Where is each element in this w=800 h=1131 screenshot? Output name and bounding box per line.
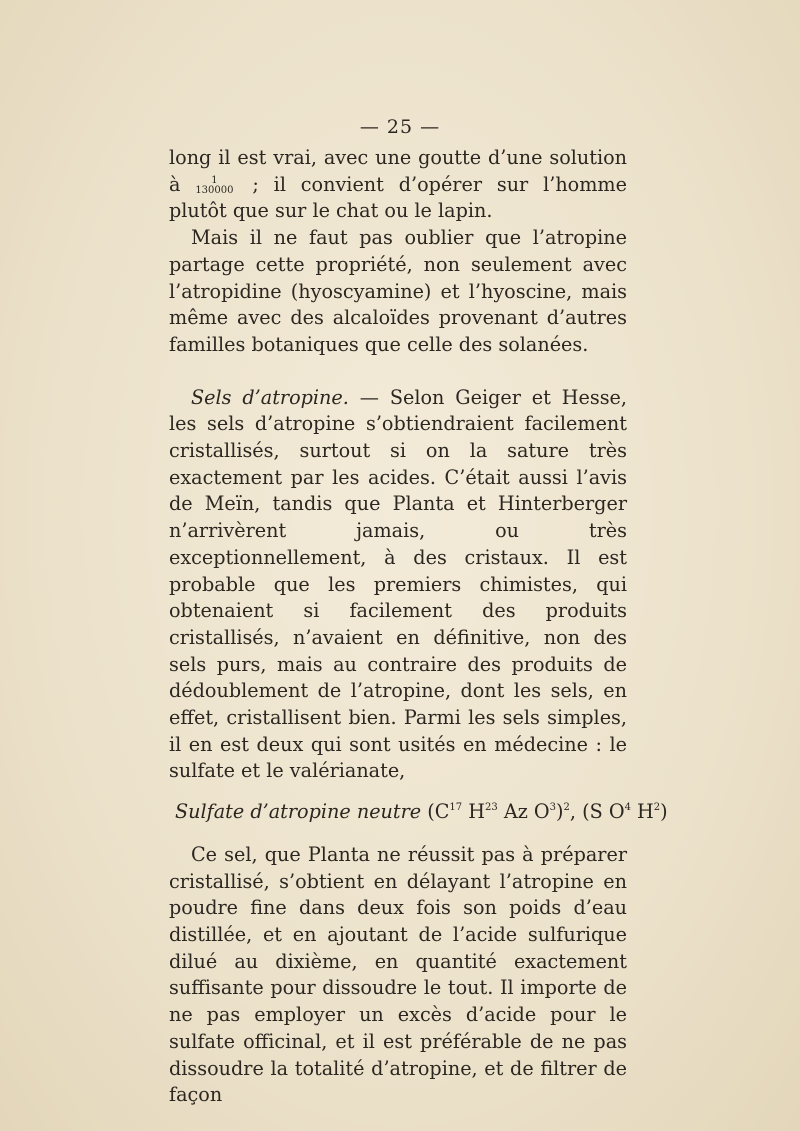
paragraph-line: long il est vrai, avec une goutte d’une solution à bbox=[169, 146, 627, 196]
section-heading: Sels d’atropine. bbox=[191, 385, 349, 409]
formula-sup: 23 bbox=[485, 802, 498, 814]
formula-part: Az O bbox=[497, 800, 550, 824]
fraction-denominator: 130000 bbox=[195, 184, 234, 196]
section-paragraph bbox=[169, 385, 627, 786]
formula-part: H bbox=[462, 800, 485, 824]
formula-sup: 17 bbox=[449, 802, 463, 814]
formula-heading bbox=[169, 799, 668, 826]
formula-part: ) bbox=[556, 800, 564, 824]
formula-part: H bbox=[630, 800, 654, 824]
page-number: — 25 — bbox=[359, 116, 441, 138]
fraction-numerator: 1 bbox=[211, 174, 218, 186]
fraction bbox=[195, 176, 233, 196]
paragraph: Ce sel, que Planta ne réussit pas à préparer cristallisé, s’obtient en délayant l’atropine en poudre fine dans deux fois son poids d’eau distillée, et en ajoutant de l’acide sulfurique dilué au dixième, en quantité exactement suffisante pour dissoudre le tout. Il importe de ne pas employer un excès d’acide pour le sulfate officinal, et il est préférable de ne pas dissoudre la totalité d’atropine, et de filtrer de façon bbox=[169, 842, 627, 1107]
formula-part: ) bbox=[660, 800, 668, 824]
paragraph-line: ; il convient d’opérer sur l’homme plutôt que bbox=[169, 172, 627, 223]
formula-sup: 3 bbox=[549, 802, 557, 814]
formula-sup: 2 bbox=[653, 802, 661, 814]
formula-part: , (S O bbox=[569, 800, 625, 824]
formula-sup: 4 bbox=[624, 802, 631, 814]
paragraph-line: sur le chat ou le lapin. bbox=[274, 199, 493, 223]
formula-part: (C bbox=[421, 800, 450, 824]
body-text bbox=[169, 145, 668, 1109]
paragraph: Mais il ne faut pas oublier que l’atropine partage cette propriété, non seulement avec l’atropidine (hyoscyamine) et l’hyoscine, mais même avec des alcaloïdes provenant d’autres familles botaniques que celle des solanées. bbox=[169, 226, 627, 356]
paragraph-continuation bbox=[169, 145, 627, 225]
section-text: — Selon Geiger et Hesse, les sels d’atropine s’obtiendraient facilement cristallisés, surtout si on la sature très exactement par les acides. C’était aussi l’avis de Meïn, tandis que Planta et Hinterberger n’arrivèrent jamais, ou très exceptionnellement, à des cristaux. Il est probable que les premiers chimistes, qui obtenaient si facilement des produits cristallisés, n’avaient en définitive, non des sels purs, mais au contraire des produits de dédoublement de l’atropine, dont les sels, en effet, cristallisent bien. Parmi les sels simples, il en est deux qui sont usités en médecine : le sulfate et le valérianate, bbox=[169, 385, 627, 783]
formula-sup: 2 bbox=[563, 802, 570, 814]
formula-name: Sulfate d’atropine neutre bbox=[175, 800, 422, 824]
